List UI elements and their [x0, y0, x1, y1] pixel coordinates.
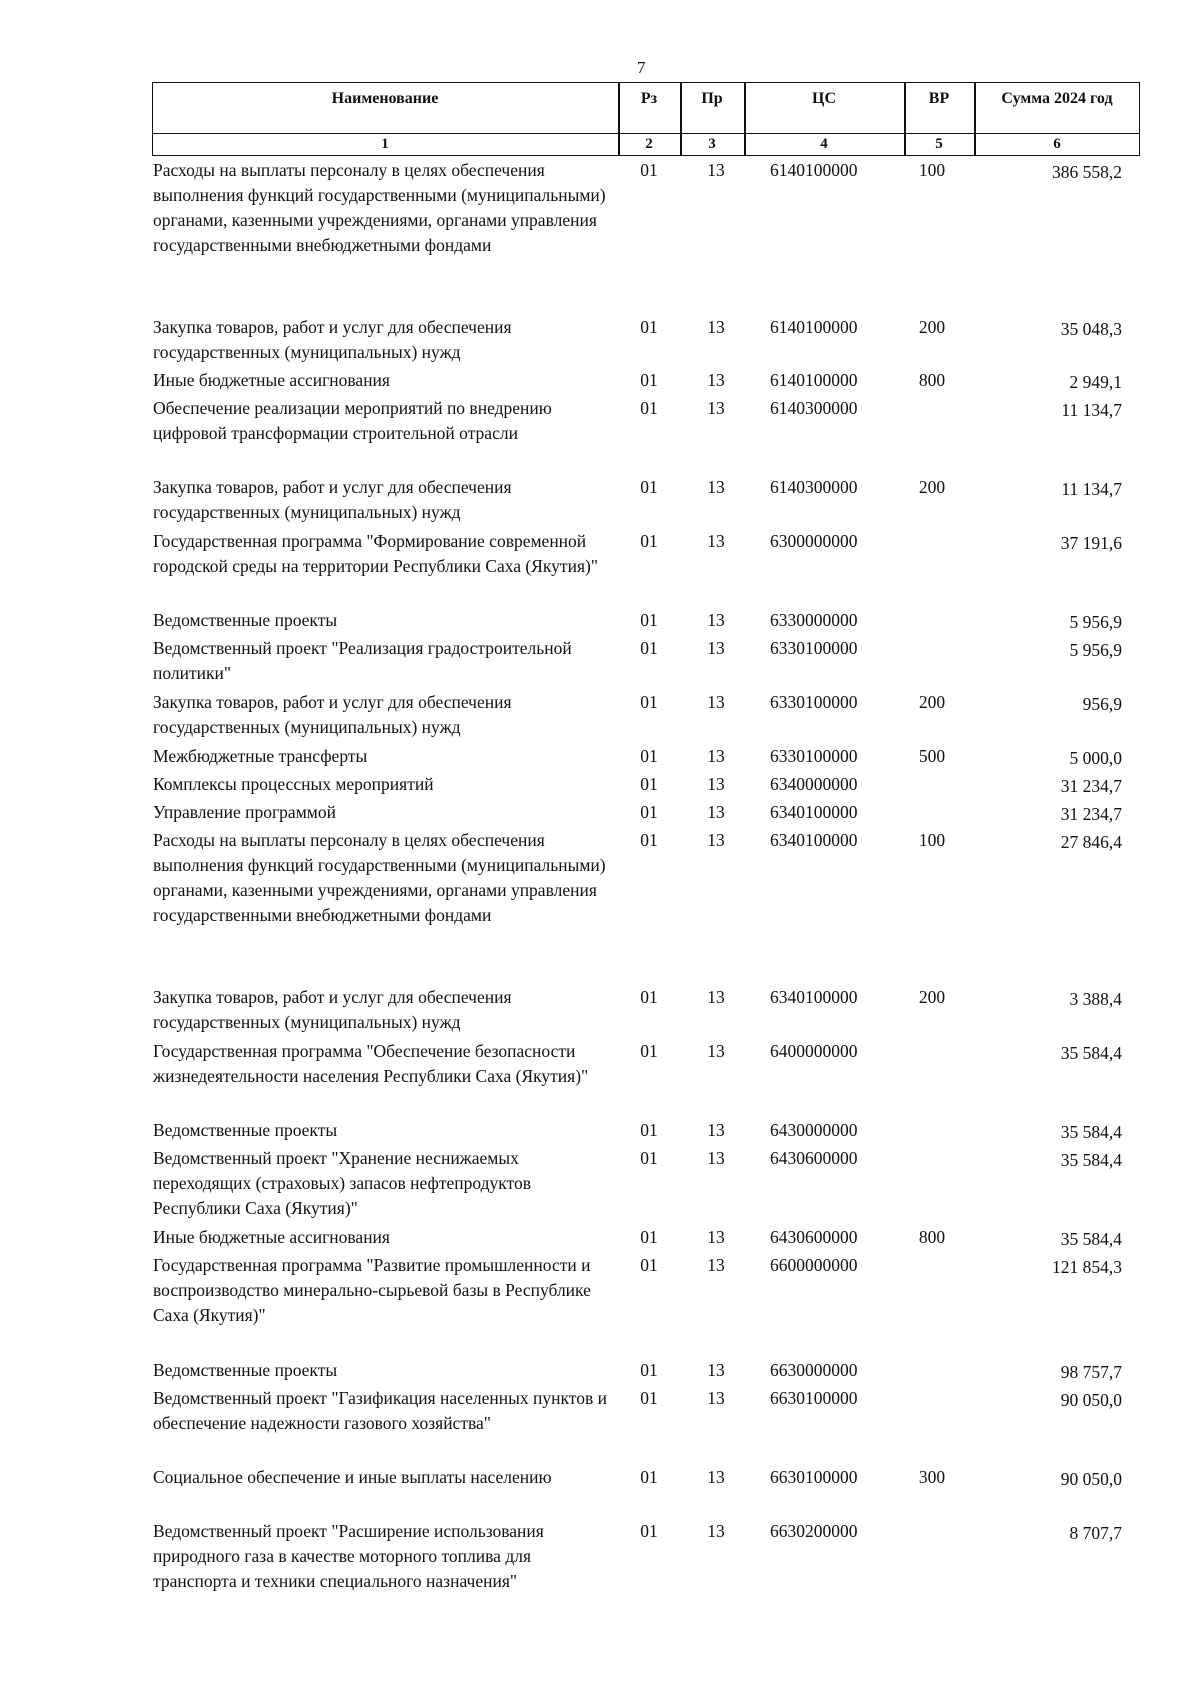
row-name: Комплексы процессных мероприятий — [153, 774, 434, 794]
row-sum: 5 956,9 — [1069, 612, 1122, 632]
row-name: Ведомственный проект "Реализация градостроительной политики" — [153, 638, 572, 683]
row-sum: 31 234,7 — [1060, 804, 1122, 824]
row-pr: 13 — [707, 1467, 725, 1487]
row-rz: 01 — [640, 1041, 658, 1061]
row-cs: 6340100000 — [770, 802, 858, 822]
row-pr: 13 — [707, 1041, 725, 1061]
row-cs: 6340000000 — [770, 774, 858, 794]
row-sum: 90 050,0 — [1060, 1469, 1122, 1489]
row-cs: 6400000000 — [770, 1041, 858, 1061]
row-cs: 6430000000 — [770, 1120, 858, 1140]
row-pr: 13 — [707, 1360, 725, 1380]
row-rz: 01 — [640, 774, 658, 794]
row-name: Государственная программа "Развитие промышленности и воспроизводство минерально-сырьевой базы в Республике Саха (Якутия)" — [153, 1255, 591, 1325]
header-rz: Рз — [640, 90, 658, 107]
row-vr: 200 — [918, 987, 946, 1007]
row-rz: 01 — [640, 160, 658, 180]
row-cs: 6300000000 — [770, 531, 858, 551]
row-cs: 6630100000 — [770, 1388, 858, 1408]
row-rz: 01 — [640, 531, 658, 551]
row-sum: 5 000,0 — [1069, 748, 1122, 768]
row-sum: 35 584,4 — [1060, 1229, 1122, 1249]
row-rz: 01 — [640, 1227, 658, 1247]
row-sum: 37 191,6 — [1060, 533, 1122, 553]
row-cs: 6140100000 — [770, 370, 858, 390]
row-rz: 01 — [640, 638, 658, 658]
row-rz: 01 — [640, 317, 658, 337]
row-pr: 13 — [707, 987, 725, 1007]
column-number: 2 — [645, 136, 653, 152]
row-rz: 01 — [640, 398, 658, 418]
row-cs: 6330000000 — [770, 610, 858, 630]
row-pr: 13 — [707, 531, 725, 551]
row-rz: 01 — [640, 1120, 658, 1140]
row-sum: 35 584,4 — [1060, 1122, 1122, 1142]
header-cs: ЦС — [812, 90, 836, 107]
row-vr: 100 — [918, 160, 946, 180]
row-sum: 5 956,9 — [1069, 640, 1122, 660]
row-vr: 500 — [918, 746, 946, 766]
row-cs: 6340100000 — [770, 987, 858, 1007]
row-rz: 01 — [640, 692, 658, 712]
column-number: 6 — [1053, 136, 1061, 152]
row-vr: 100 — [918, 830, 946, 850]
row-name: Межбюджетные трансферты — [153, 746, 368, 766]
row-cs: 6140100000 — [770, 160, 858, 180]
row-cs: 6330100000 — [770, 746, 858, 766]
row-name: Закупка товаров, работ и услуг для обеспечения государственных (муниципальных) нужд — [153, 477, 512, 522]
row-name: Ведомственный проект "Газификация населенных пунктов и обеспечение надежности газового хозяйства" — [153, 1388, 607, 1433]
row-sum: 8 707,7 — [1069, 1523, 1122, 1543]
row-rz: 01 — [640, 987, 658, 1007]
row-cs: 6330100000 — [770, 638, 858, 658]
row-sum: 11 134,7 — [1061, 479, 1122, 499]
row-name: Ведомственные проекты — [153, 1120, 338, 1140]
column-number: 4 — [820, 136, 828, 152]
header-name: Наименование — [331, 90, 439, 107]
row-sum: 27 846,4 — [1060, 832, 1122, 852]
row-pr: 13 — [707, 610, 725, 630]
row-rz: 01 — [640, 1388, 658, 1408]
row-name: Закупка товаров, работ и услуг для обеспечения государственных (муниципальных) нужд — [153, 317, 512, 362]
row-pr: 13 — [707, 1227, 725, 1247]
column-number: 1 — [381, 136, 389, 152]
row-rz: 01 — [640, 746, 658, 766]
row-rz: 01 — [640, 1467, 658, 1487]
row-rz: 01 — [640, 370, 658, 390]
row-name: Закупка товаров, работ и услуг для обеспечения государственных (муниципальных) нужд — [153, 987, 512, 1032]
row-pr: 13 — [707, 317, 725, 337]
row-rz: 01 — [640, 830, 658, 850]
row-sum: 121 854,3 — [1052, 1257, 1122, 1277]
row-cs: 6630000000 — [770, 1360, 858, 1380]
row-vr: 800 — [918, 1227, 946, 1247]
row-pr: 13 — [707, 692, 725, 712]
row-name: Иные бюджетные ассигнования — [153, 1227, 390, 1247]
header-sum: Сумма 2024 год — [1001, 90, 1113, 107]
row-sum: 11 134,7 — [1061, 400, 1122, 420]
row-sum: 35 048,3 — [1060, 319, 1122, 339]
table-header — [152, 82, 1140, 158]
row-pr: 13 — [707, 398, 725, 418]
row-cs: 6340100000 — [770, 830, 858, 850]
row-name: Закупка товаров, работ и услуг для обеспечения государственных (муниципальных) нужд — [153, 692, 512, 737]
row-pr: 13 — [707, 830, 725, 850]
row-rz: 01 — [640, 477, 658, 497]
row-pr: 13 — [707, 1255, 725, 1275]
row-vr: 200 — [918, 317, 946, 337]
row-cs: 6140300000 — [770, 398, 858, 418]
row-pr: 13 — [707, 1120, 725, 1140]
row-cs: 6330100000 — [770, 692, 858, 712]
row-name: Государственная программа "Обеспечение безопасности жизнедеятельности населения Республики Саха (Якутия)" — [153, 1041, 589, 1086]
row-sum: 35 584,4 — [1060, 1043, 1122, 1063]
row-cs: 6140100000 — [770, 317, 858, 337]
row-vr: 800 — [918, 370, 946, 390]
page-number: 7 — [637, 58, 646, 77]
row-pr: 13 — [707, 774, 725, 794]
row-name: Иные бюджетные ассигнования — [153, 370, 390, 390]
row-vr: 200 — [918, 692, 946, 712]
row-vr: 200 — [918, 477, 946, 497]
row-pr: 13 — [707, 1388, 725, 1408]
row-sum: 956,9 — [1082, 694, 1122, 714]
row-sum: 2 949,1 — [1069, 372, 1122, 392]
row-sum: 98 757,7 — [1060, 1362, 1122, 1382]
row-pr: 13 — [707, 638, 725, 658]
row-name: Ведомственные проекты — [153, 610, 338, 630]
row-rz: 01 — [640, 610, 658, 630]
header-pr: Пр — [701, 90, 723, 107]
row-vr: 300 — [918, 1467, 946, 1487]
row-pr: 13 — [707, 477, 725, 497]
column-number: 3 — [708, 136, 716, 152]
row-name: Ведомственный проект "Расширение использования природного газа в качестве моторного топлива для транспорта и техники специального назначения" — [153, 1521, 544, 1591]
column-number: 5 — [935, 136, 943, 152]
row-cs: 6600000000 — [770, 1255, 858, 1275]
row-name: Социальное обеспечение и иные выплаты населению — [153, 1467, 552, 1487]
row-pr: 13 — [707, 370, 725, 390]
row-sum: 386 558,2 — [1052, 162, 1122, 182]
row-name: Обеспечение реализации мероприятий по внедрению цифровой трансформации строительной отрасли — [153, 398, 552, 443]
row-name: Расходы на выплаты персоналу в целях обеспечения выполнения функций государственными (муниципальными) органами, казенными учреждениями, органами управления государственными внебюджетными фондами — [153, 830, 606, 925]
row-cs: 6630200000 — [770, 1521, 858, 1541]
row-name: Ведомственный проект "Хранение неснижаемых переходящих (страховых) запасов нефтепродуктов Республики Саха (Якутия)" — [153, 1148, 532, 1218]
header-vr: ВР — [928, 90, 950, 107]
row-sum: 35 584,4 — [1060, 1150, 1122, 1170]
row-rz: 01 — [640, 1521, 658, 1541]
row-name: Ведомственные проекты — [153, 1360, 338, 1380]
row-cs: 6630100000 — [770, 1467, 858, 1487]
row-pr: 13 — [707, 802, 725, 822]
row-name: Государственная программа "Формирование современной городской среды на территории Республики Саха (Якутия)" — [153, 531, 598, 576]
row-pr: 13 — [707, 746, 725, 766]
row-cs: 6140300000 — [770, 477, 858, 497]
row-sum: 3 388,4 — [1069, 989, 1122, 1009]
row-cs: 6430600000 — [770, 1227, 858, 1247]
row-pr: 13 — [707, 1148, 725, 1168]
row-name: Расходы на выплаты персоналу в целях обеспечения выполнения функций государственными (муниципальными) органами, казенными учреждениями, органами управления государственными внебюджетными фондами — [153, 160, 606, 255]
row-rz: 01 — [640, 802, 658, 822]
row-pr: 13 — [707, 1521, 725, 1541]
row-sum: 31 234,7 — [1060, 776, 1122, 796]
row-cs: 6430600000 — [770, 1148, 858, 1168]
row-sum: 90 050,0 — [1060, 1390, 1122, 1410]
row-rz: 01 — [640, 1360, 658, 1380]
row-name: Управление программой — [153, 802, 336, 822]
row-rz: 01 — [640, 1148, 658, 1168]
row-rz: 01 — [640, 1255, 658, 1275]
row-pr: 13 — [707, 160, 725, 180]
